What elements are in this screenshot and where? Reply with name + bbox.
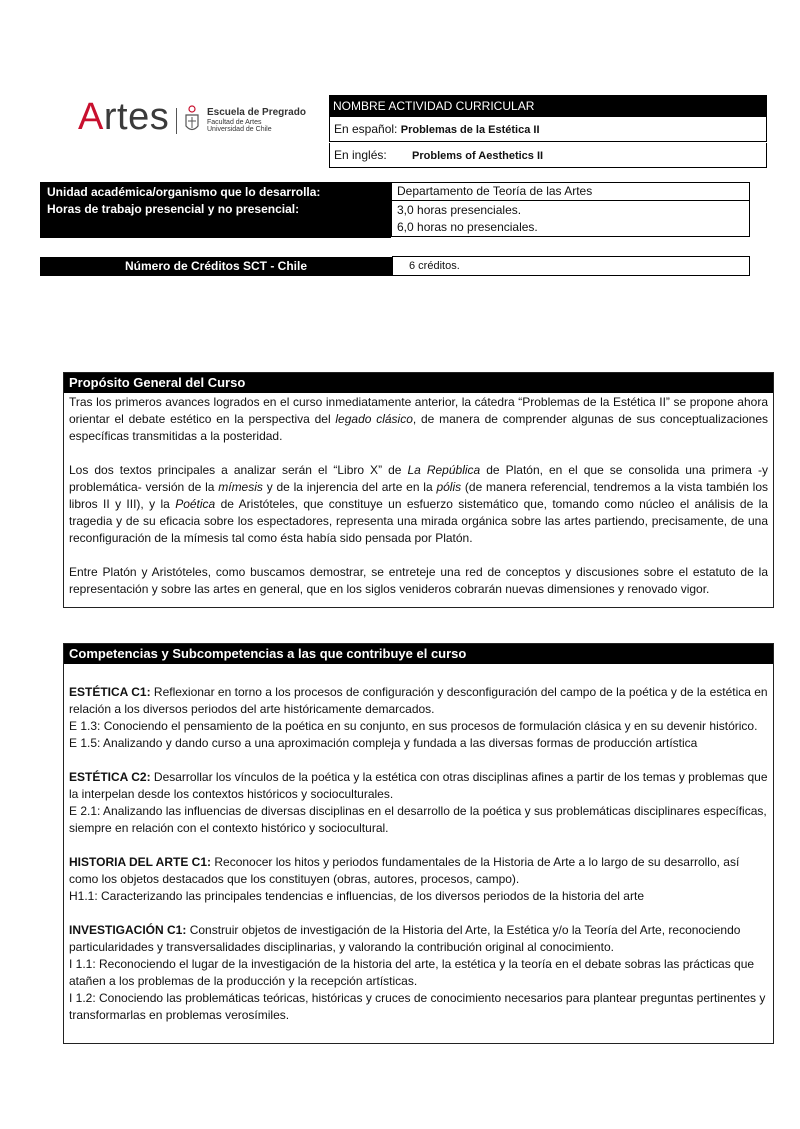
competencia-head: ESTÉTICA C2:: [69, 770, 151, 784]
text-run-italic: pólis: [436, 480, 462, 494]
faculty-logo: [78, 96, 318, 144]
text-run: Los dos textos principales a analizar serán el “Libro X” de: [69, 463, 408, 477]
english-label: En inglés:: [334, 148, 387, 162]
university-seal-icon: [182, 104, 202, 136]
competencia-head: HISTORIA DEL ARTE C1:: [69, 855, 212, 869]
subcompetencia-item: I 1.2: Conociendo las problemáticas teóricas, históricas y cruces de conocimiento necesarios para plantear preguntas pertinentes y transformarlas en problemas verosímiles.: [69, 991, 766, 1022]
hours-presencial: 3,0 horas presenciales.: [397, 203, 522, 217]
hours-value-cell: [391, 200, 750, 237]
proposito-paragraph-1: [69, 394, 768, 445]
unit-hours-labels: [40, 182, 391, 238]
school-line-3: Universidad de Chile: [207, 125, 272, 133]
text-run: , de manera de comprender algunas de sus conceptualizaciones específicas transmitidas a la posteridad.: [69, 412, 768, 443]
english-name-row: [329, 143, 767, 168]
spanish-name-row: [329, 117, 767, 142]
proposito-body: [64, 393, 773, 598]
competencia-item: [69, 854, 768, 888]
logo-divider: [176, 108, 177, 134]
spanish-label: En español:: [334, 122, 398, 136]
competencia-head: ESTÉTICA C1:: [69, 685, 151, 699]
competencias-body: [64, 664, 773, 1024]
proposito-section: [63, 372, 774, 608]
logo-wordmark: Artes: [78, 96, 170, 138]
subcompetencia-item: E 2.1: Analizando las influencias de diversas disciplinas en el desarrollo de la poética y sus problemáticas disciplinares específicas, siempre en relación con el contexto histórico y sociocultural.: [69, 804, 767, 835]
hours-label: Horas de trabajo presencial y no presencial:: [47, 202, 300, 216]
school-line-1: Escuela de Pregrado: [207, 107, 306, 118]
competencia-text: Construir objetos de investigación de la Historia del Arte, la Estética y/o la Teoría del Arte, reconociendo particularidades y transversalidades disciplinarias, y valorando la contribución original al conocimiento.: [69, 923, 741, 954]
spanish-value: Problemas de la Estética II: [400, 124, 540, 136]
proposito-paragraph-3: Entre Platón y Aristóteles, como buscamos demostrar, se entreteje una red de conceptos y discusiones sobre el estatuto de la representación y sobre las artes en general, que en los siglos venideros cobrarán nuevas dimensiones y renovado vigor.: [69, 565, 768, 596]
unit-label: Unidad académica/organismo que lo desarrolla:: [47, 185, 321, 199]
unit-value-cell: [391, 182, 750, 201]
competencia-item: [69, 684, 768, 718]
text-run-italic: legado clásico: [335, 412, 413, 426]
text-run-italic: mímesis: [218, 480, 263, 494]
subcompetencia-item: E 1.3: Conociendo el pensamiento de la poética en su conjunto, en sus procesos de formulación clásica y en su devenir histórico.: [69, 719, 758, 733]
text-run: de Platón, en el que se consolida una primera -y problemática- versión de la: [69, 463, 768, 494]
hours-no-presencial: 6,0 horas no presenciales.: [397, 220, 538, 234]
credits-value: 6 créditos.: [409, 260, 460, 272]
subcompetencia-item: E 1.5: Analizando y dando curso a una aproximación compleja y fundada a las diversas formas de producción artística: [69, 736, 698, 750]
text-run: de Aristóteles, que constituye un esfuerzo sistemático que, tomando como núcleo el análisis de la tragedia y de su eficacia sobre los espectadores, representa una mirada orgánica sobre las artes partiendo, precisamente, de una reconfiguración de la mímesis tal como ésta había sido pensada por Platón.: [69, 497, 768, 545]
text-run-italic: La República: [407, 463, 481, 477]
subcompetencia-item: I 1.1: Reconociendo el lugar de la investigación de la historia del arte, la estética y la teoría en el debate sobras las prácticas que atañen a los problemas de la producción y la recepción artísticas.: [69, 957, 755, 988]
competencias-section: [63, 643, 774, 1044]
competencia-text: Reconocer los hitos y periodos fundamentales de la Historia de Arte a lo largo de su desarrollo, así como los objetos destacados que los constituyen (obras, autores, procesos, campo).: [69, 855, 740, 886]
school-line-2: Facultad de Artes: [207, 118, 262, 126]
text-run: y de la injerencia del arte en la: [262, 480, 437, 494]
activity-title-header: NOMBRE ACTIVIDAD CURRICULAR: [329, 95, 767, 117]
proposito-paragraph-2: [69, 462, 768, 547]
competencia-head: INVESTIGACIÓN C1:: [69, 923, 187, 937]
credits-label: Número de Créditos SCT - Chile: [40, 257, 392, 276]
competencia-item: [69, 769, 768, 803]
competencia-item: [69, 922, 768, 956]
proposito-title: Propósito General del Curso: [64, 373, 773, 393]
unit-value: Departamento de Teoría de las Artes: [397, 184, 593, 198]
competencia-text: Reflexionar en torno a los procesos de configuración y desconfiguración del campo de la poética y de la estética en relación a los diversos periodos del arte históricamente demarcados.: [69, 685, 768, 716]
competencias-title: Competencias y Subcompetencias a las que contribuye el curso: [64, 644, 773, 664]
english-value: Problems of Aesthetics II: [412, 150, 544, 162]
competencia-text: Desarrollar los vínculos de la poética y la estética con otras disciplinas afines a partir de los temas y problemas que la interpelan desde los contextos históricos y socioculturales.: [69, 770, 768, 801]
text-run-italic: Poética: [175, 497, 216, 511]
school-name: [207, 108, 306, 133]
text-run: Tras los primeros avances logrados en el curso inmediatamente anterior, la cátedra “Problemas de la Estética II” se propone ahora orientar el debate estético en la perspectiva del: [69, 395, 768, 426]
credits-value-cell: [392, 256, 750, 276]
subcompetencia-item: H1.1: Caracterizando las principales tendencias e influencias, de los diversos periodos de la historia del arte: [69, 889, 644, 903]
text-run: (de manera referencial, tendremos a la vista también los libros II y III), y la: [69, 480, 769, 511]
